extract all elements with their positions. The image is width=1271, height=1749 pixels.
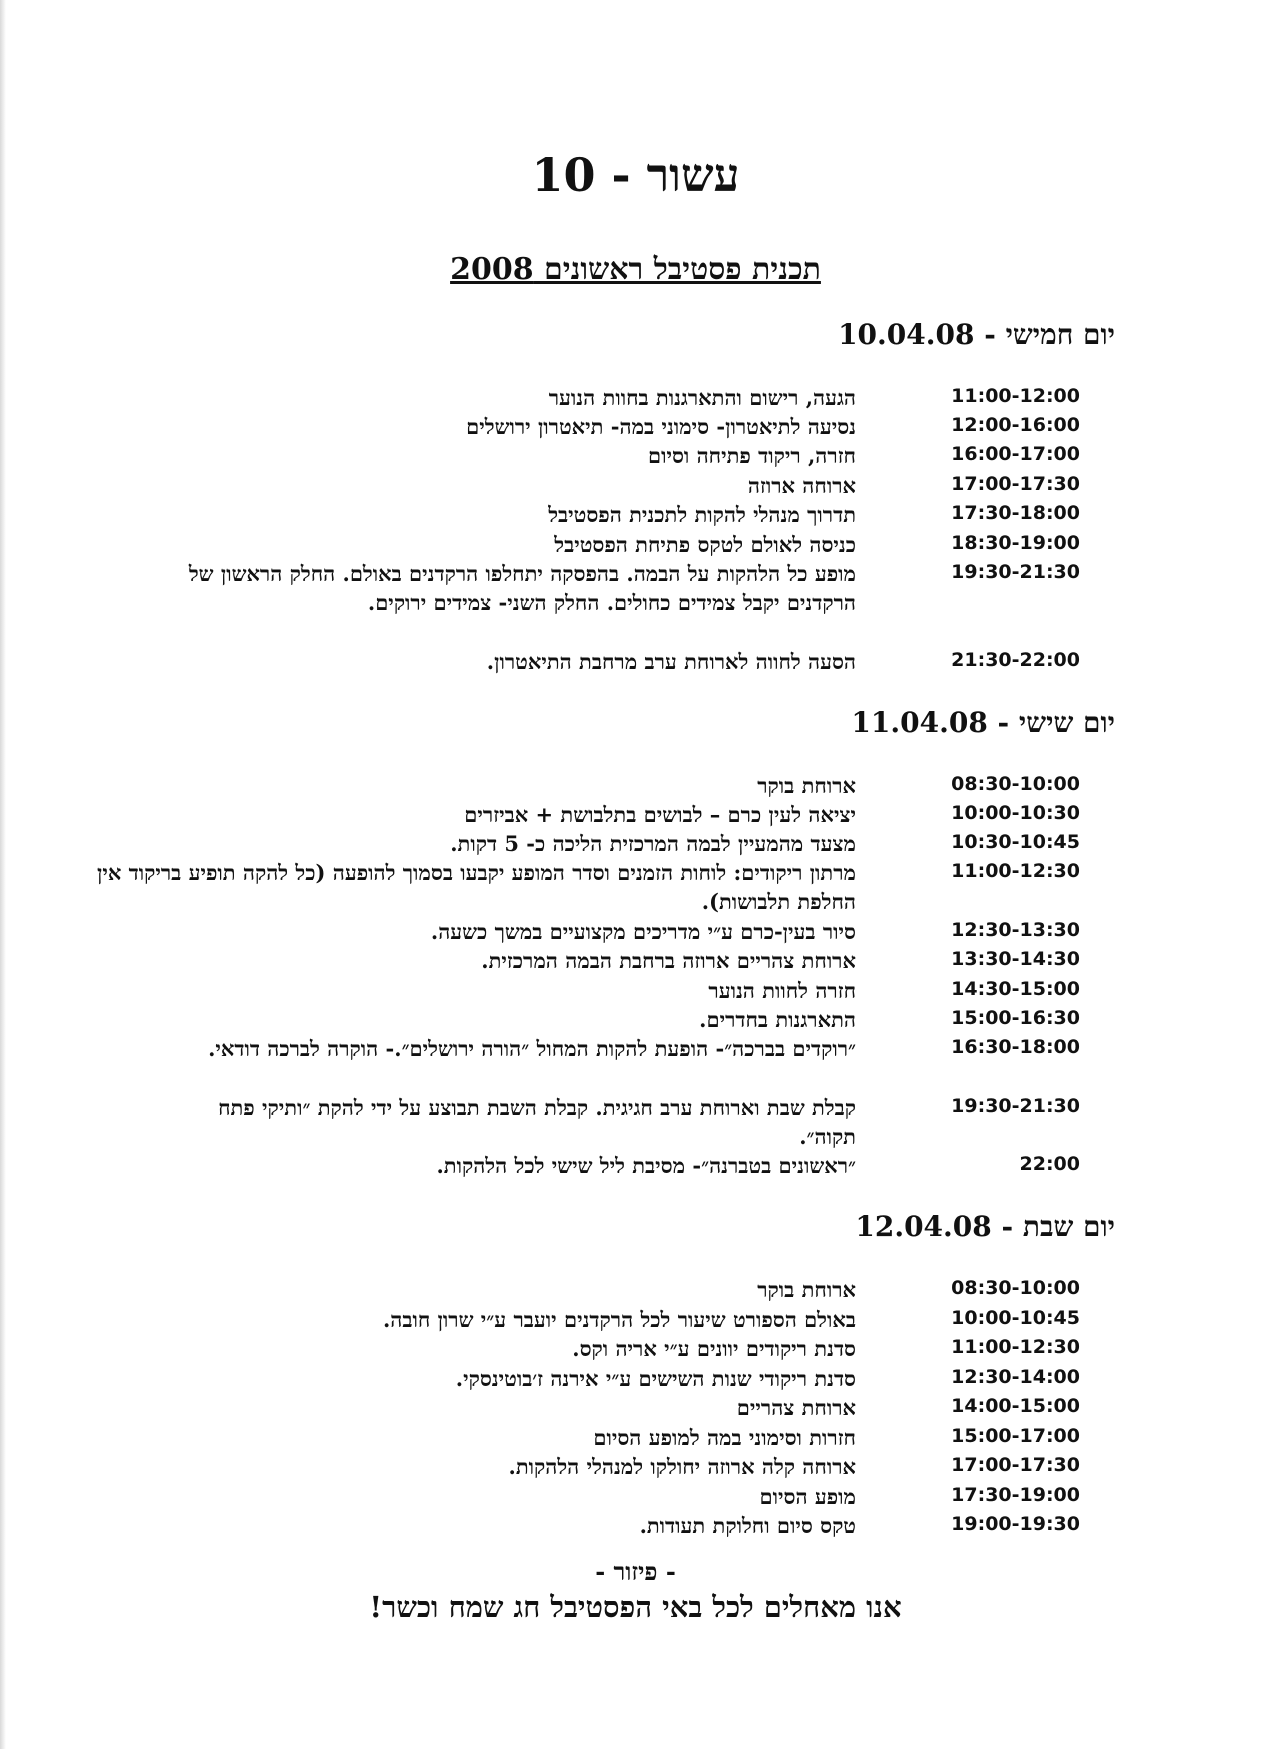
time-range: 17:30-19:00	[951, 1484, 1080, 1506]
time-range: 14:30-15:00	[951, 978, 1080, 1000]
schedule-row	[0, 1034, 1271, 1064]
schedule-row	[0, 412, 1271, 442]
time-range: 13:30-14:30	[951, 948, 1080, 970]
schedule-row	[0, 1482, 1271, 1512]
page-title: עשור - 10	[531, 148, 740, 202]
time-range: 17:30-18:00	[951, 502, 1080, 524]
day-heading-saturday: יום שבת - 12.04.08	[855, 1210, 1115, 1243]
schedule-row	[0, 559, 1271, 615]
activity-text: מצעד מהמעיין לבמה המרכזית הליכה כ- 5 דקות.	[450, 831, 856, 856]
activity-text: סדנת ריקודים יוונים ע״י אריה וקס.	[572, 1336, 856, 1361]
schedule-row	[0, 383, 1271, 413]
schedule-row	[0, 1364, 1271, 1394]
activity-text: חזרה, ריקוד פתיחה וסיום	[647, 443, 856, 468]
schedule-row	[0, 858, 1271, 914]
activity-text: ״רוקדים בברכה״- הופעת להקות המחול ״הורה ירושלים״.- הוקרה לברכה דודאי.	[208, 1036, 856, 1061]
schedule-row	[0, 1093, 1271, 1149]
time-range: 19:30-21:30	[951, 1095, 1080, 1117]
activity-text: סדנת ריקודי שנות השישים ע״י אירנה ז׳בוטינסקי.	[455, 1366, 856, 1391]
activity-text: ארוחת בוקר	[757, 1277, 856, 1302]
time-range: 12:30-13:30	[951, 919, 1080, 941]
activity-text: תדרוך מנהלי להקות לתכנית הפסטיבל	[548, 502, 856, 527]
activity-text: מרתון ריקודים: לוחות הזמנים וסדר המופע יקבעו בסמוך להופעה (כל להקה תופיע בריקוד אין החלפת תלבושות).	[96, 860, 856, 914]
time-range: 08:30-10:00	[951, 1277, 1080, 1299]
day-heading-thursday: יום חמישי - 10.04.08	[838, 318, 1115, 351]
schedule-row	[0, 829, 1271, 859]
activity-text: סיור בעין-כרם ע״י מדריכים מקצועיים במשך כשעה.	[430, 919, 856, 944]
schedule-row	[0, 1452, 1271, 1482]
schedule-row	[0, 946, 1271, 976]
activity-text: מופע כל הלהקות על הבמה. בהפסקה יתחלפו הרקדנים באולם. החלק הראשון של הרקדנים יקבל צמידים כחולים. החלק השני- צמידים ירוקים.	[188, 561, 856, 615]
time-range: 14:00-15:00	[951, 1395, 1080, 1417]
schedule-row	[0, 1423, 1271, 1453]
activity-text: הגעה, רישום והתארגנות בחוות הנוער	[548, 385, 856, 410]
time-range: 08:30-10:00	[951, 773, 1080, 795]
time-range: 21:30-22:00	[951, 649, 1080, 671]
activity-text: מופע הסיום	[759, 1484, 856, 1509]
schedule-row	[0, 500, 1271, 530]
time-range: 19:00-19:30	[951, 1513, 1080, 1535]
schedule-row	[0, 441, 1271, 471]
time-range: 16:00-17:00	[951, 443, 1080, 465]
time-range: 11:00-12:00	[951, 385, 1080, 407]
activity-text: ארוחת בוקר	[757, 773, 856, 798]
time-range: 19:30-21:30	[951, 561, 1080, 583]
time-range: 11:00-12:30	[951, 1336, 1080, 1358]
activity-text: חזרות וסימוני במה למופע הסיום	[593, 1425, 856, 1450]
schedule-row	[0, 1334, 1271, 1364]
time-range: 12:00-16:00	[951, 414, 1080, 436]
day-heading-friday: יום שישי - 11.04.08	[851, 706, 1115, 739]
program-subtitle: תכנית פסטיבל ראשונים 2008	[450, 252, 821, 287]
time-range: 18:30-19:00	[951, 532, 1080, 554]
time-range: 10:30-10:45	[951, 831, 1080, 853]
time-range: 12:30-14:00	[951, 1366, 1080, 1388]
activity-text: הסעה לחווה לארוחת ערב מרחבת התיאטרון.	[486, 649, 856, 674]
activity-text: באולם הספורט שיעור לכל הרקדנים יועבר ע״י שרון חובה.	[382, 1307, 856, 1332]
schedule-row	[0, 1511, 1271, 1541]
activity-text: ארוחת צהריים	[736, 1395, 856, 1420]
activity-text: ארוחה ארוזה	[747, 473, 856, 498]
time-range: 15:00-17:00	[951, 1425, 1080, 1447]
activity-text: טקס סיום וחלוקת תעודות.	[639, 1513, 856, 1538]
time-range: 10:00-10:30	[951, 802, 1080, 824]
time-range: 22:00	[1019, 1153, 1080, 1175]
activity-text: יציאה לעין כרם – לבושים בתלבושת + אביזרים	[464, 802, 856, 827]
schedule-row	[0, 976, 1271, 1006]
dispersal-note: - פיזור -	[595, 1557, 676, 1586]
closing-message: אנו מאחלים לכל באי הפסטיבל חג שמח וכשר!	[369, 1590, 902, 1624]
activity-text: ״ראשונים בטברנה״- מסיבת ליל שישי לכל הלהקות.	[436, 1153, 856, 1178]
activity-text: ארוחה קלה ארוזה יחולקו למנהלי הלהקות.	[508, 1454, 856, 1479]
schedule-row	[0, 771, 1271, 801]
schedule-row	[0, 1151, 1271, 1181]
schedule-row	[0, 917, 1271, 947]
schedule-row	[0, 530, 1271, 560]
time-range: 17:00-17:30	[951, 473, 1080, 495]
schedule-row	[0, 1275, 1271, 1305]
time-range: 11:00-12:30	[951, 860, 1080, 882]
activity-text: התארגנות בחדרים.	[699, 1007, 856, 1032]
activity-text: חזרה לחוות הנוער	[708, 978, 856, 1003]
activity-text: נסיעה לתיאטרון- סימוני במה- תיאטרון ירושלים	[466, 414, 856, 439]
activity-text: ארוחת צהריים ארוזה ברחבת הבמה המרכזית.	[481, 948, 856, 973]
schedule-row	[0, 800, 1271, 830]
schedule-row	[0, 1005, 1271, 1035]
activity-text: קבלת שבת וארוחת ערב חגיגית. קבלת השבת תבוצע על ידי להקת ״ותיקי פתח תקוה״.	[218, 1095, 856, 1149]
activity-text: כניסה לאולם לטקס פתיחת הפסטיבל	[554, 532, 856, 557]
schedule-row	[0, 647, 1271, 677]
time-range: 15:00-16:30	[951, 1007, 1080, 1029]
schedule-row	[0, 471, 1271, 501]
schedule-row	[0, 1305, 1271, 1335]
time-range: 10:00-10:45	[951, 1307, 1080, 1329]
schedule-row	[0, 1393, 1271, 1423]
time-range: 17:00-17:30	[951, 1454, 1080, 1476]
time-range: 16:30-18:00	[951, 1036, 1080, 1058]
